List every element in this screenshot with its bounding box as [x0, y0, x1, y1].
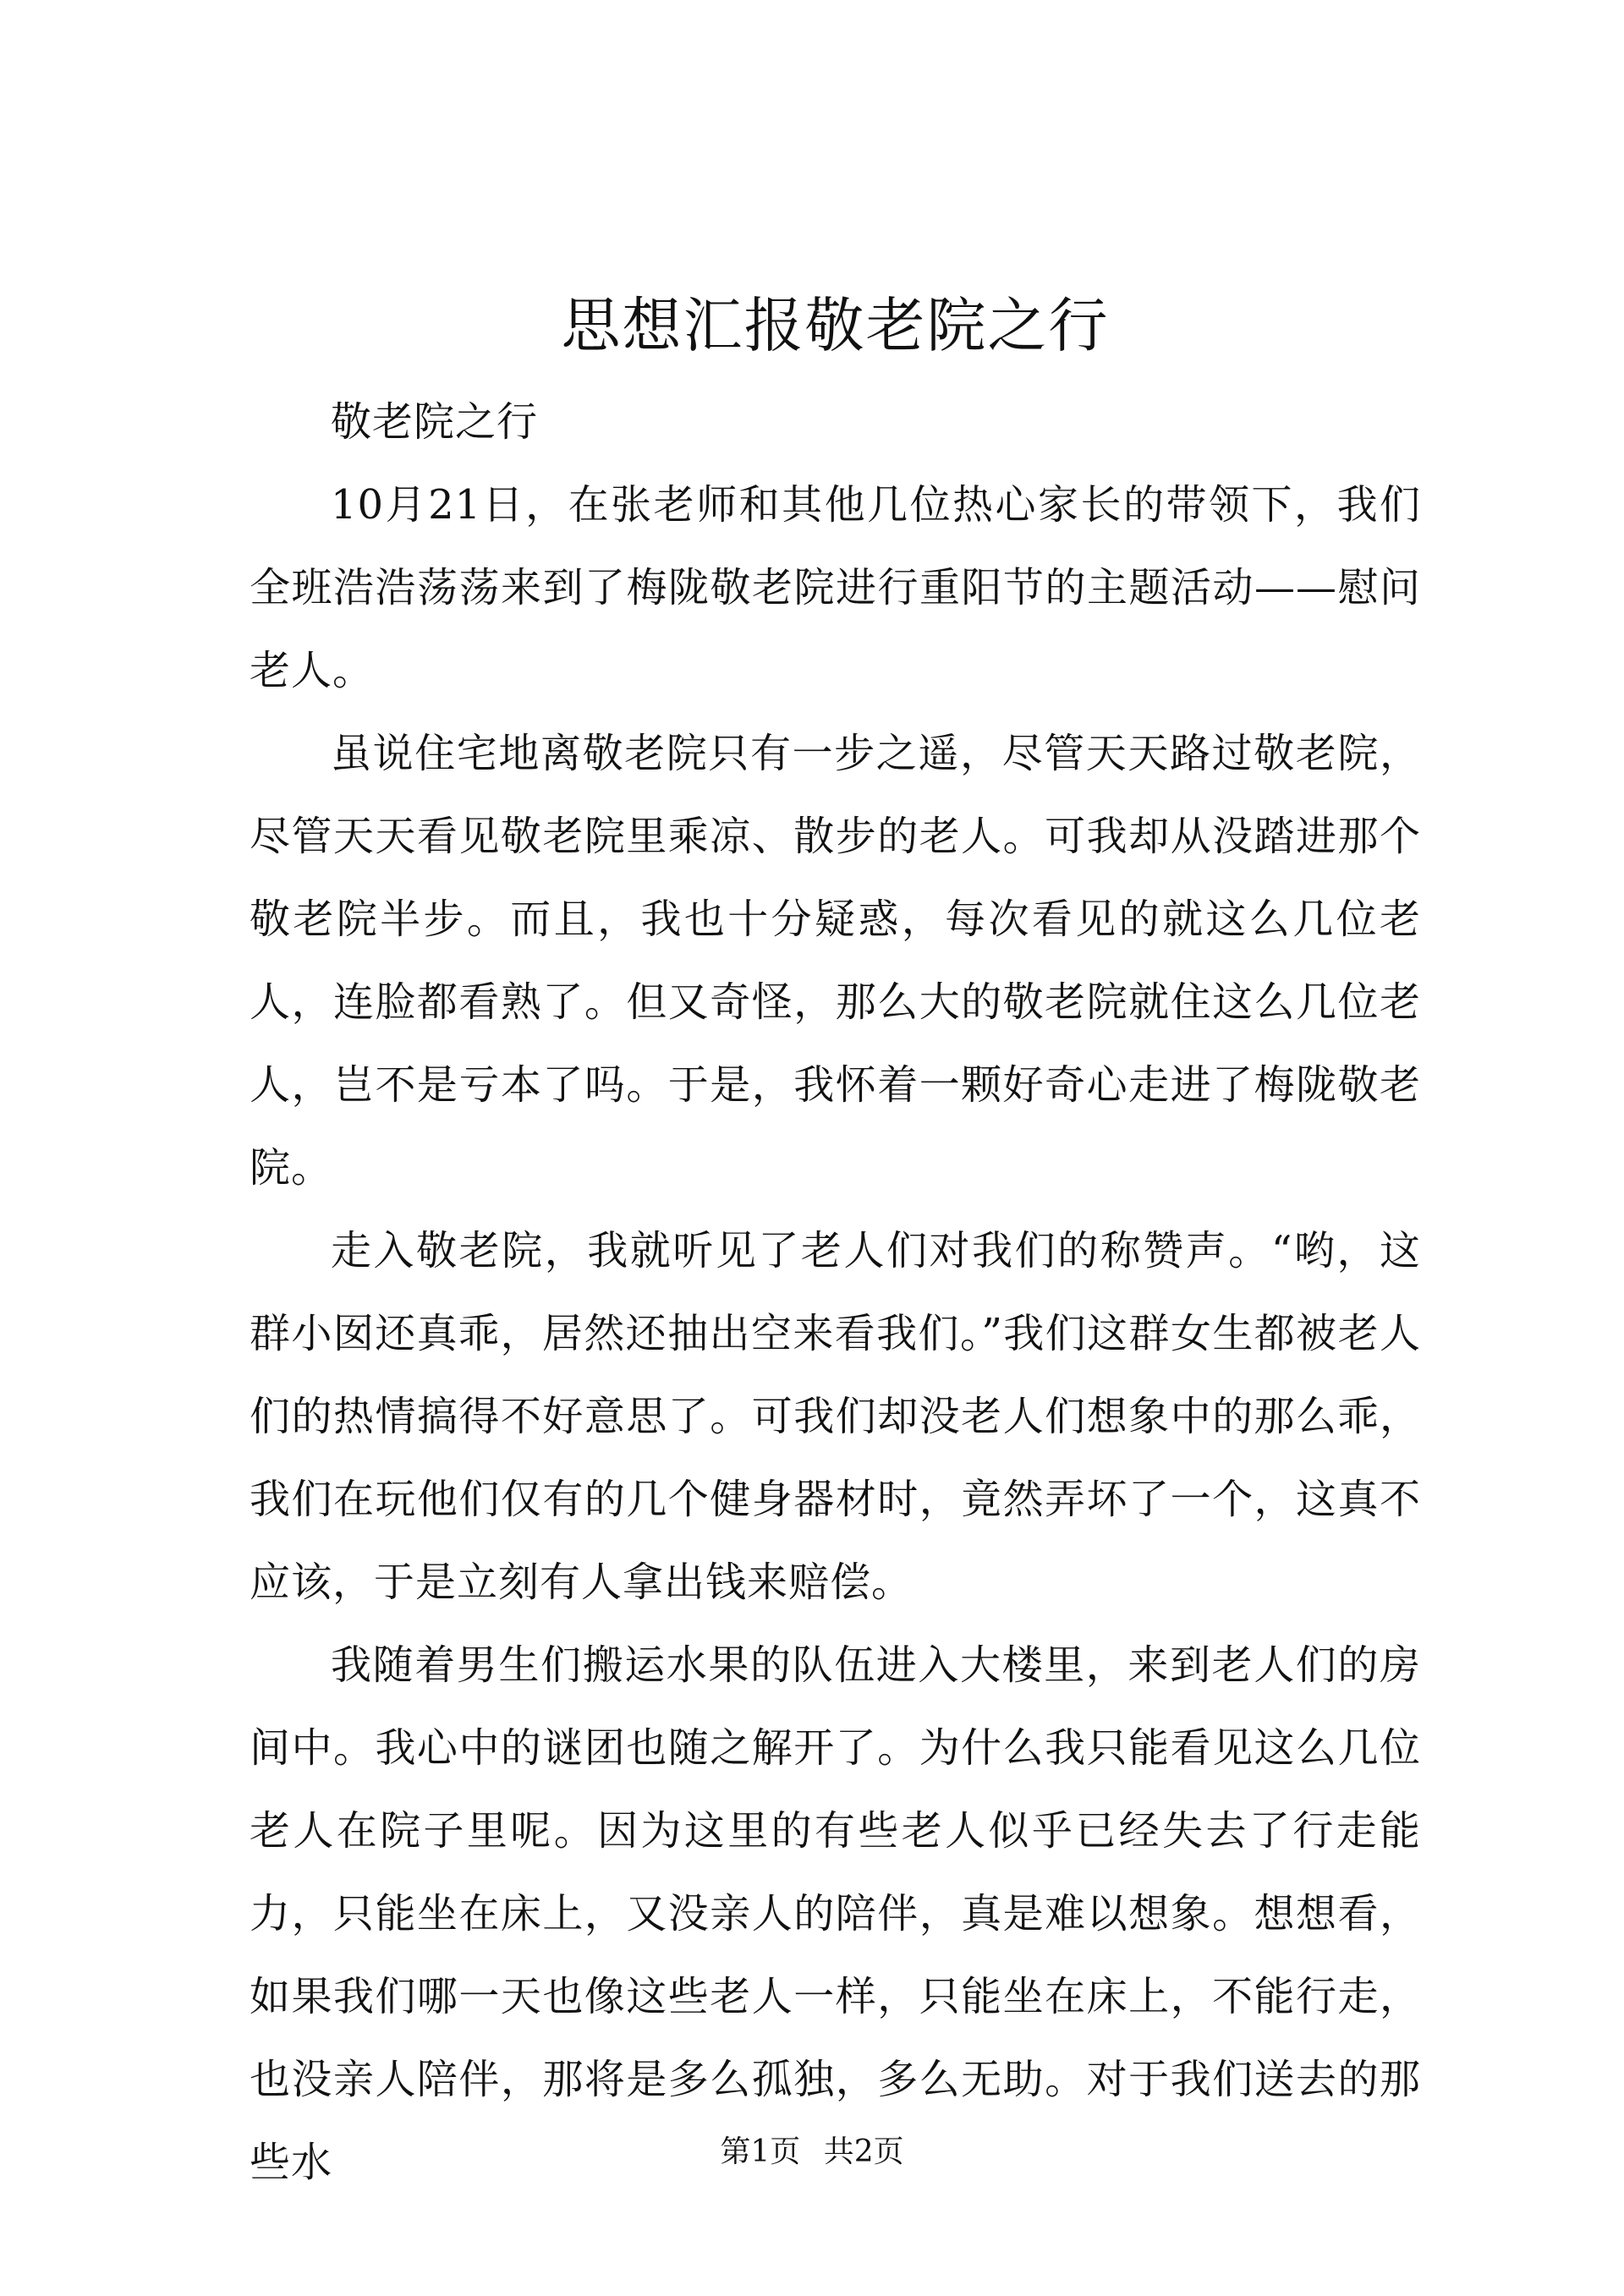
paragraph: 10月21日，在张老师和其他几位热心家长的带领下，我们全班浩浩荡荡来到了梅陇敬老院进行重阳节的主题活动——慰问老人。 [250, 481, 1421, 694]
document-body [250, 279, 1421, 2204]
paragraph: 走入敬老院，我就听见了老人们对我们的称赞声。“哟，这群小囡还真乖，居然还抽出空来看我们。”我们这群女生都被老人们的热情搞得不好意思了。可我们却没老人们想象中的那么乖，我们在玩他们仅有的几个健身器材时，竟然弄坏了一个，这真不应该，于是立刻有人拿出钱来赔偿。 [250, 1227, 1421, 1606]
paragraph: 我随着男生们搬运水果的队伍进入大楼里，来到老人们的房间中。我心中的谜团也随之解开了。为什么我只能看见这么几位老人在院子里呢。因为这里的有些老人似乎已经失去了行走能力，只能坐在床上，又没亲人的陪伴，真是难以想象。想想看，如果我们哪一天也像这些老人一样，只能坐在床上，不能行走，也没亲人陪伴，那将是多么孤独，多么无助。对于我们送去的那些水 [250, 1641, 1421, 2186]
page-footer [0, 2131, 1624, 2173]
page-number: 第1页 [720, 2134, 801, 2169]
page-total: 共2页 [823, 2134, 904, 2169]
document-title: 思想汇报敬老院之行 [561, 291, 1110, 360]
paragraph: 虽说住宅地离敬老院只有一步之遥，尽管天天路过敬老院，尽管天天看见敬老院里乘凉、散步的老人。可我却从没踏进那个敬老院半步。而且，我也十分疑惑，每次看见的就这么几位老人，连脸都看熟了。但又奇怪，那么大的敬老院就住这么几位老人，岂不是亏本了吗。于是，我怀着一颗好奇心走进了梅陇敬老院。 [250, 730, 1421, 1192]
paragraph-subtitle: 敬老院之行 [331, 398, 539, 446]
